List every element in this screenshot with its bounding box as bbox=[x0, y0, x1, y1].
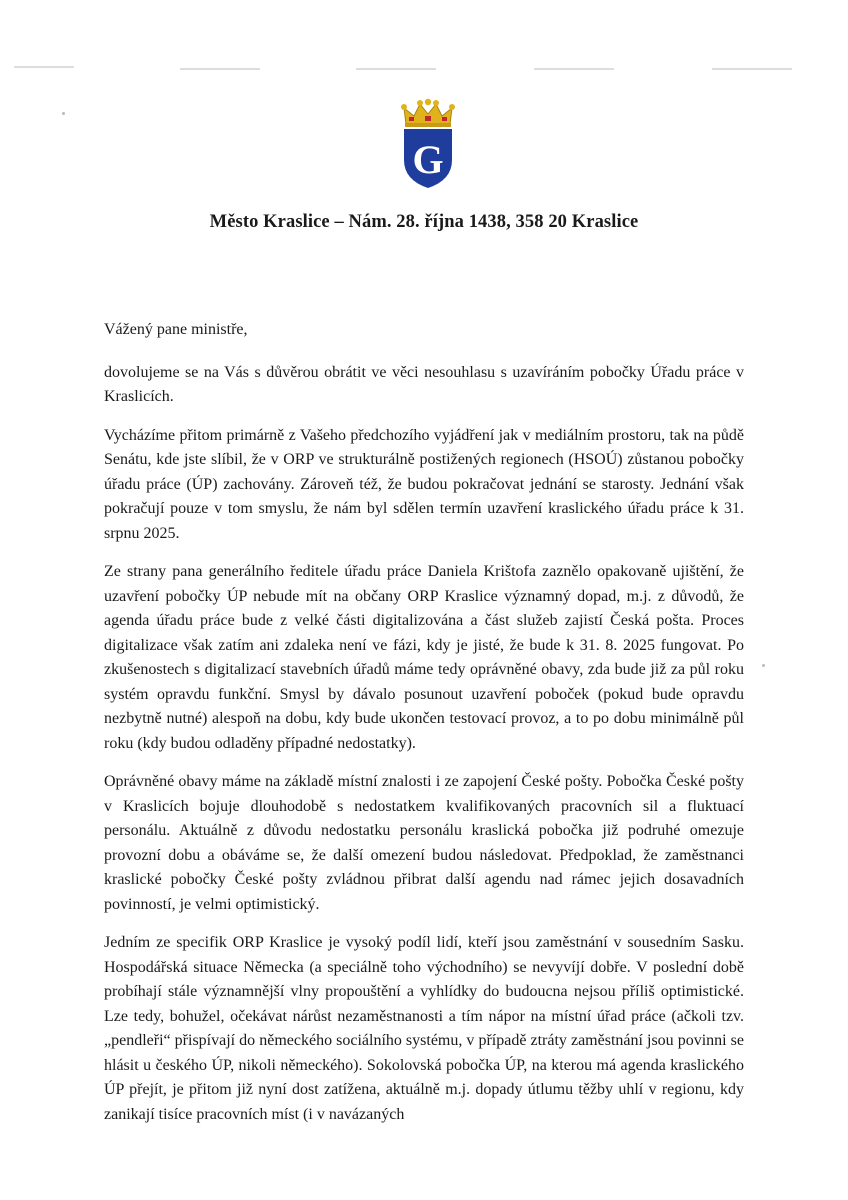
kraslice-coat-of-arms-icon bbox=[400, 98, 456, 190]
paragraph-3: Ze strany pana generálního ředitele úřadu práce Daniela Krištofa zaznělo opakovaně ujištění, že uzavření pobočky ÚP nebude mít na občany ORP Kraslice významný dopad, m.j. z důvodů, že agenda úřadu práce bude z velké části digitalizována a část služeb zajistí Česká pošta. Proces digitalizace však zatím ani zdaleka není ve fázi, kdy je jisté, že bude k 31. 8. 2025 fungovat. Po zkušenostech s digitalizací stavebních úřadů máme tedy oprávněné obavy, zda bude již za půl roku systém opravdu funkční. Smysl by dávalo posunout uzavření poboček (pokud bude opravdu nezbytně nutné) alespoň na dobu, kdy bude ukončen testovací provoz, a to po dobu minimálně půl roku (kdy budou odladěny případné nedostatky). bbox=[104, 563, 744, 752]
paragraph-1: dovolujeme se na Vás s důvěrou obrátit ve věci nesouhlasu s uzavíráním pobočky Úřadu práce v Kraslicích. bbox=[104, 363, 744, 405]
letter-body bbox=[104, 318, 744, 1141]
scan-artifacts bbox=[0, 62, 848, 76]
paragraph-2: Vycházíme přitom primárně z Vašeho předchozího vyjádření jak v mediálním prostoru, tak na půdě Senátu, kde jste slíbil, že v ORP ve strukturálně postižených regionech (HSOÚ) zůstanou pobočky úřadu práce (ÚP) zachovány. Zároveň též, že budou pokračovat jednání se starosty. Jednání však pokračují pouze v tom smyslu, že nám byl sdělen termín uzavření kraslického úřadu práce k 31. srpnu 2025. bbox=[104, 426, 744, 542]
coat-of-arms bbox=[400, 98, 456, 190]
crest-letter: G bbox=[412, 137, 444, 182]
salutation: Vážený pane ministře, bbox=[104, 321, 248, 338]
paragraph-4: Oprávněné obavy máme na základě místní znalosti i ze zapojení České pošty. Pobočka České pošty v Kraslicích bojuje dlouhodobě s nedostatkem kvalifikovaných pracovních sil a fluktuací personálu. Aktuálně z důvodu nedostatku personálu kraslická pobočka již podruhé omezuje provozní dobu a obáváme se, že další omezení budou následovat. Předpoklad, že zaměstnanci kraslické pobočky České pošty zvládnou přibrat další agendu nad rámec jejich dosavadních povinností, je velmi optimistický. bbox=[104, 773, 744, 913]
scan-dot bbox=[62, 112, 65, 115]
scan-dot bbox=[762, 664, 765, 667]
paragraph-5: Jedním ze specifik ORP Kraslice je vysoký podíl lidí, kteří jsou zaměstnání v sousedním Sasku. Hospodářská situace Německa (a speciálně toho východního) se nevyvíjí dobře. V poslední době probíhají stále významnější vlny propouštění a vyhlídky do budoucna nejsou příliš optimistické. Lze tedy, bohužel, očekávat nárůst nezaměstnanosti a tím nápor na místní úřad práce (ačkoli tzv. „pendleři“ přispívají do německého sociálního systému, v případě ztráty zaměstnání jsou povinni se hlásit u českého ÚP, nikoli německého). Sokolovská pobočka ÚP, na kterou má agenda kraslického ÚP přejít, je přitom již nyní dost zatížena, aktuálně m.j. dopady útlumu těžby uhlí v regionu, kdy zanikají tisíce pracovních míst (i v navázaných bbox=[104, 934, 744, 1123]
letterhead-title: Město Kraslice – Nám. 28. října 1438, 358 20 Kraslice bbox=[209, 212, 639, 232]
